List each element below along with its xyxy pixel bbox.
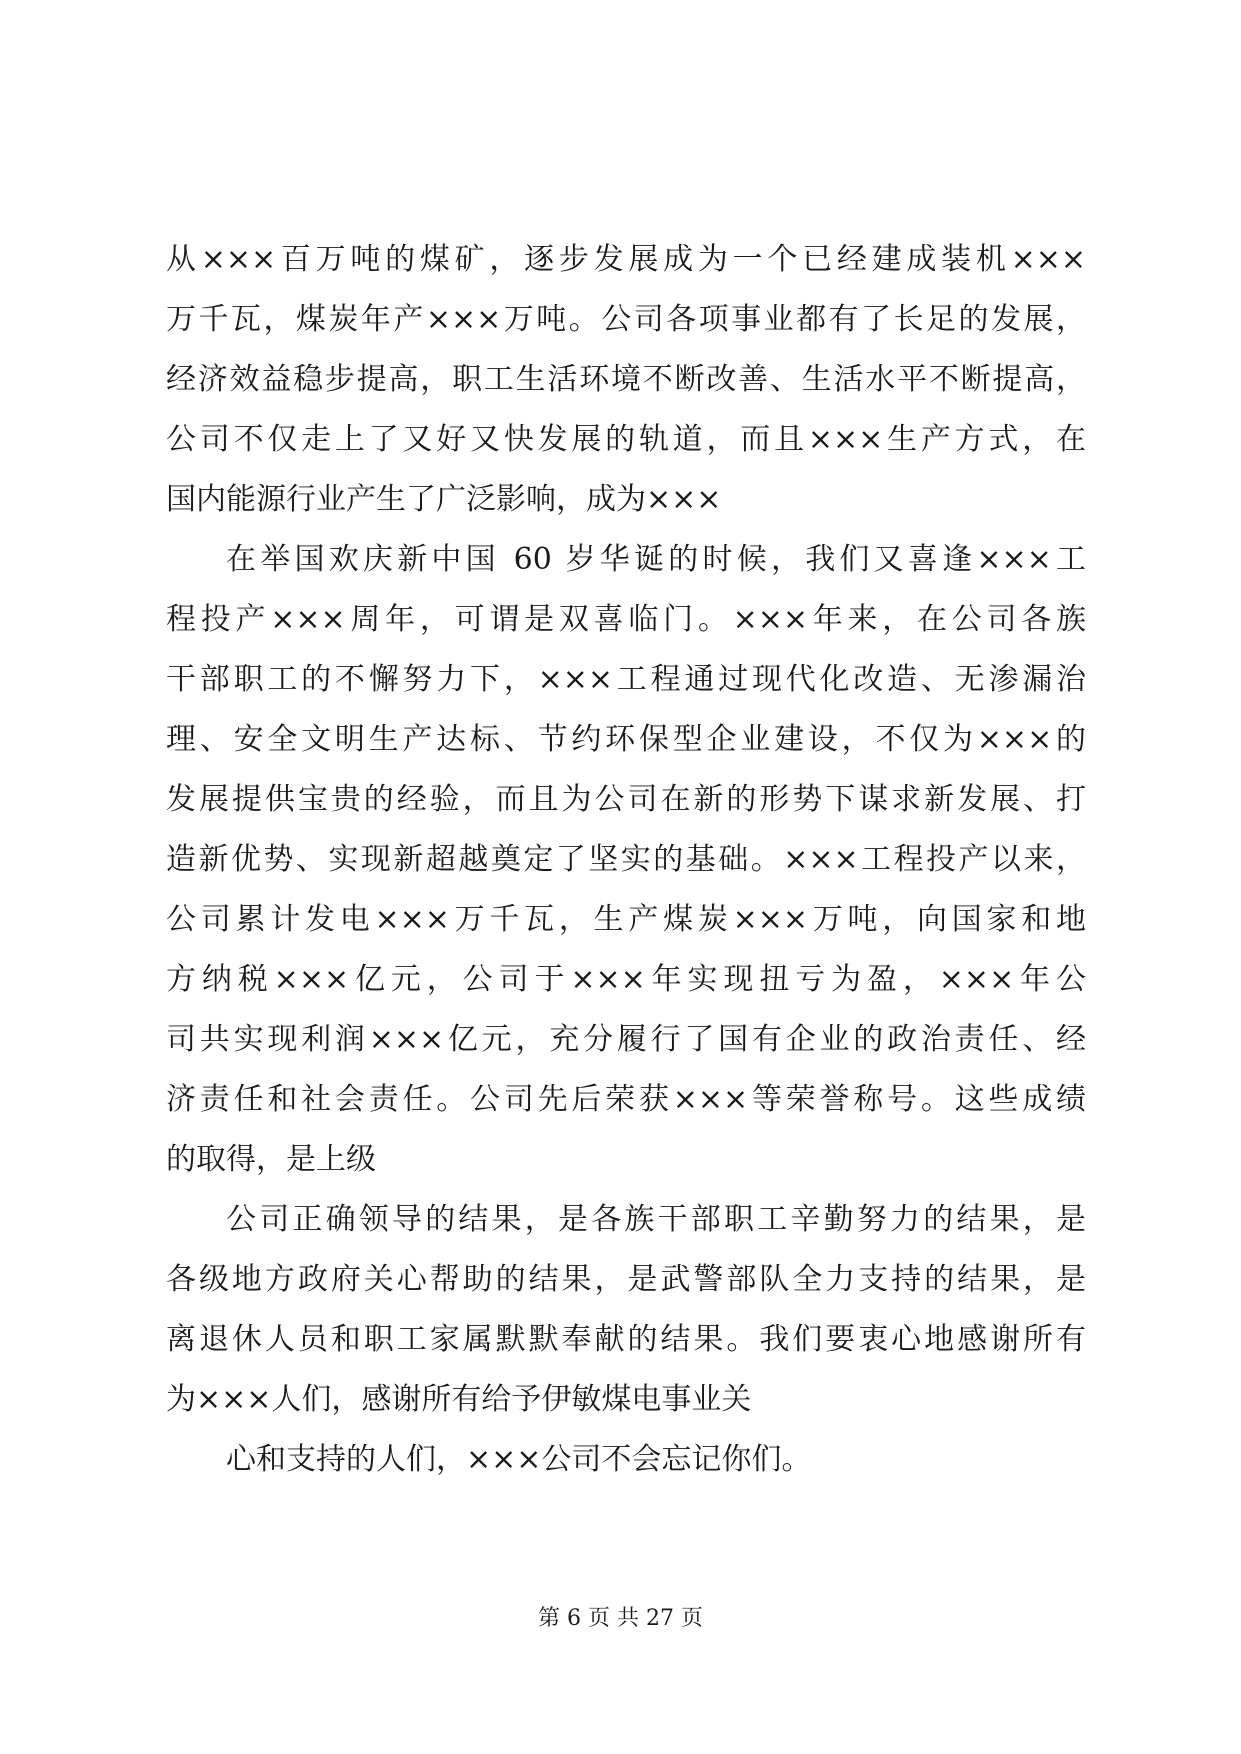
paragraph-1-line-2: 万千瓦，煤炭年产×××万吨。公司各项事业都有了长足的发展， <box>166 302 1086 337</box>
paragraph-2-line-2: 程投产×××周年，可谓是双喜临门。×××年来，在公司各族 <box>166 602 1086 637</box>
paragraph-2-line-8: 方纳税×××亿元，公司于×××年实现扭亏为盈，×××年公 <box>166 962 1086 997</box>
paragraph-3-line-1: 公司正确领导的结果，是各族干部职工辛勤努力的结果，是 <box>226 1202 1086 1237</box>
paragraph-1-line-4: 公司不仅走上了又好又快发展的轨道，而且×××生产方式，在 <box>166 422 1086 457</box>
paragraph-2-line-7: 公司累计发电×××万千瓦，生产煤炭×××万吨，向国家和地 <box>166 902 1086 937</box>
paragraph-2-line-1: 在举国欢庆新中国 60 岁华诞的时候，我们又喜逢×××工 <box>226 542 1086 577</box>
paragraph-3-line-4: 为×××人们，感谢所有给予伊敏煤电事业关 <box>166 1382 752 1417</box>
paragraph-1-line-1: 从×××百万吨的煤矿，逐步发展成为一个已经建成装机××× <box>166 242 1086 277</box>
paragraph-2-line-9: 司共实现利润×××亿元，充分履行了国有企业的政治责任、经 <box>166 1022 1086 1057</box>
paragraph-4-line-1: 心和支持的人们，×××公司不会忘记你们。 <box>226 1442 812 1477</box>
document-body <box>166 230 1086 1490</box>
paragraph-2-line-3: 干部职工的不懈努力下，×××工程通过现代化改造、无渗漏治 <box>166 662 1086 697</box>
paragraph-3-line-2: 各级地方政府关心帮助的结果，是武警部队全力支持的结果，是 <box>166 1262 1086 1297</box>
paragraph-1-line-3: 经济效益稳步提高，职工生活环境不断改善、生活水平不断提高， <box>166 362 1086 397</box>
paragraph-3-line-3: 离退休人员和职工家属默默奉献的结果。我们要衷心地感谢所有 <box>166 1322 1086 1357</box>
paragraph-2-line-4: 理、安全文明生产达标、节约环保型企业建设，不仅为×××的 <box>166 722 1086 757</box>
paragraph-2-line-10: 济责任和社会责任。公司先后荣获×××等荣誉称号。这些成绩 <box>166 1082 1086 1117</box>
paragraph-2-line-5: 发展提供宝贵的经验，而且为公司在新的形势下谋求新发展、打 <box>166 782 1086 817</box>
paragraph-2-line-6: 造新优势、实现新超越奠定了坚实的基础。×××工程投产以来， <box>166 842 1086 877</box>
paragraph-2-line-11: 的取得，是上级 <box>166 1142 376 1177</box>
paragraph-1-line-5: 国内能源行业产生了广泛影响，成为××× <box>166 482 722 517</box>
page-footer: 第 6 页 共 27 页 <box>538 1606 703 1631</box>
